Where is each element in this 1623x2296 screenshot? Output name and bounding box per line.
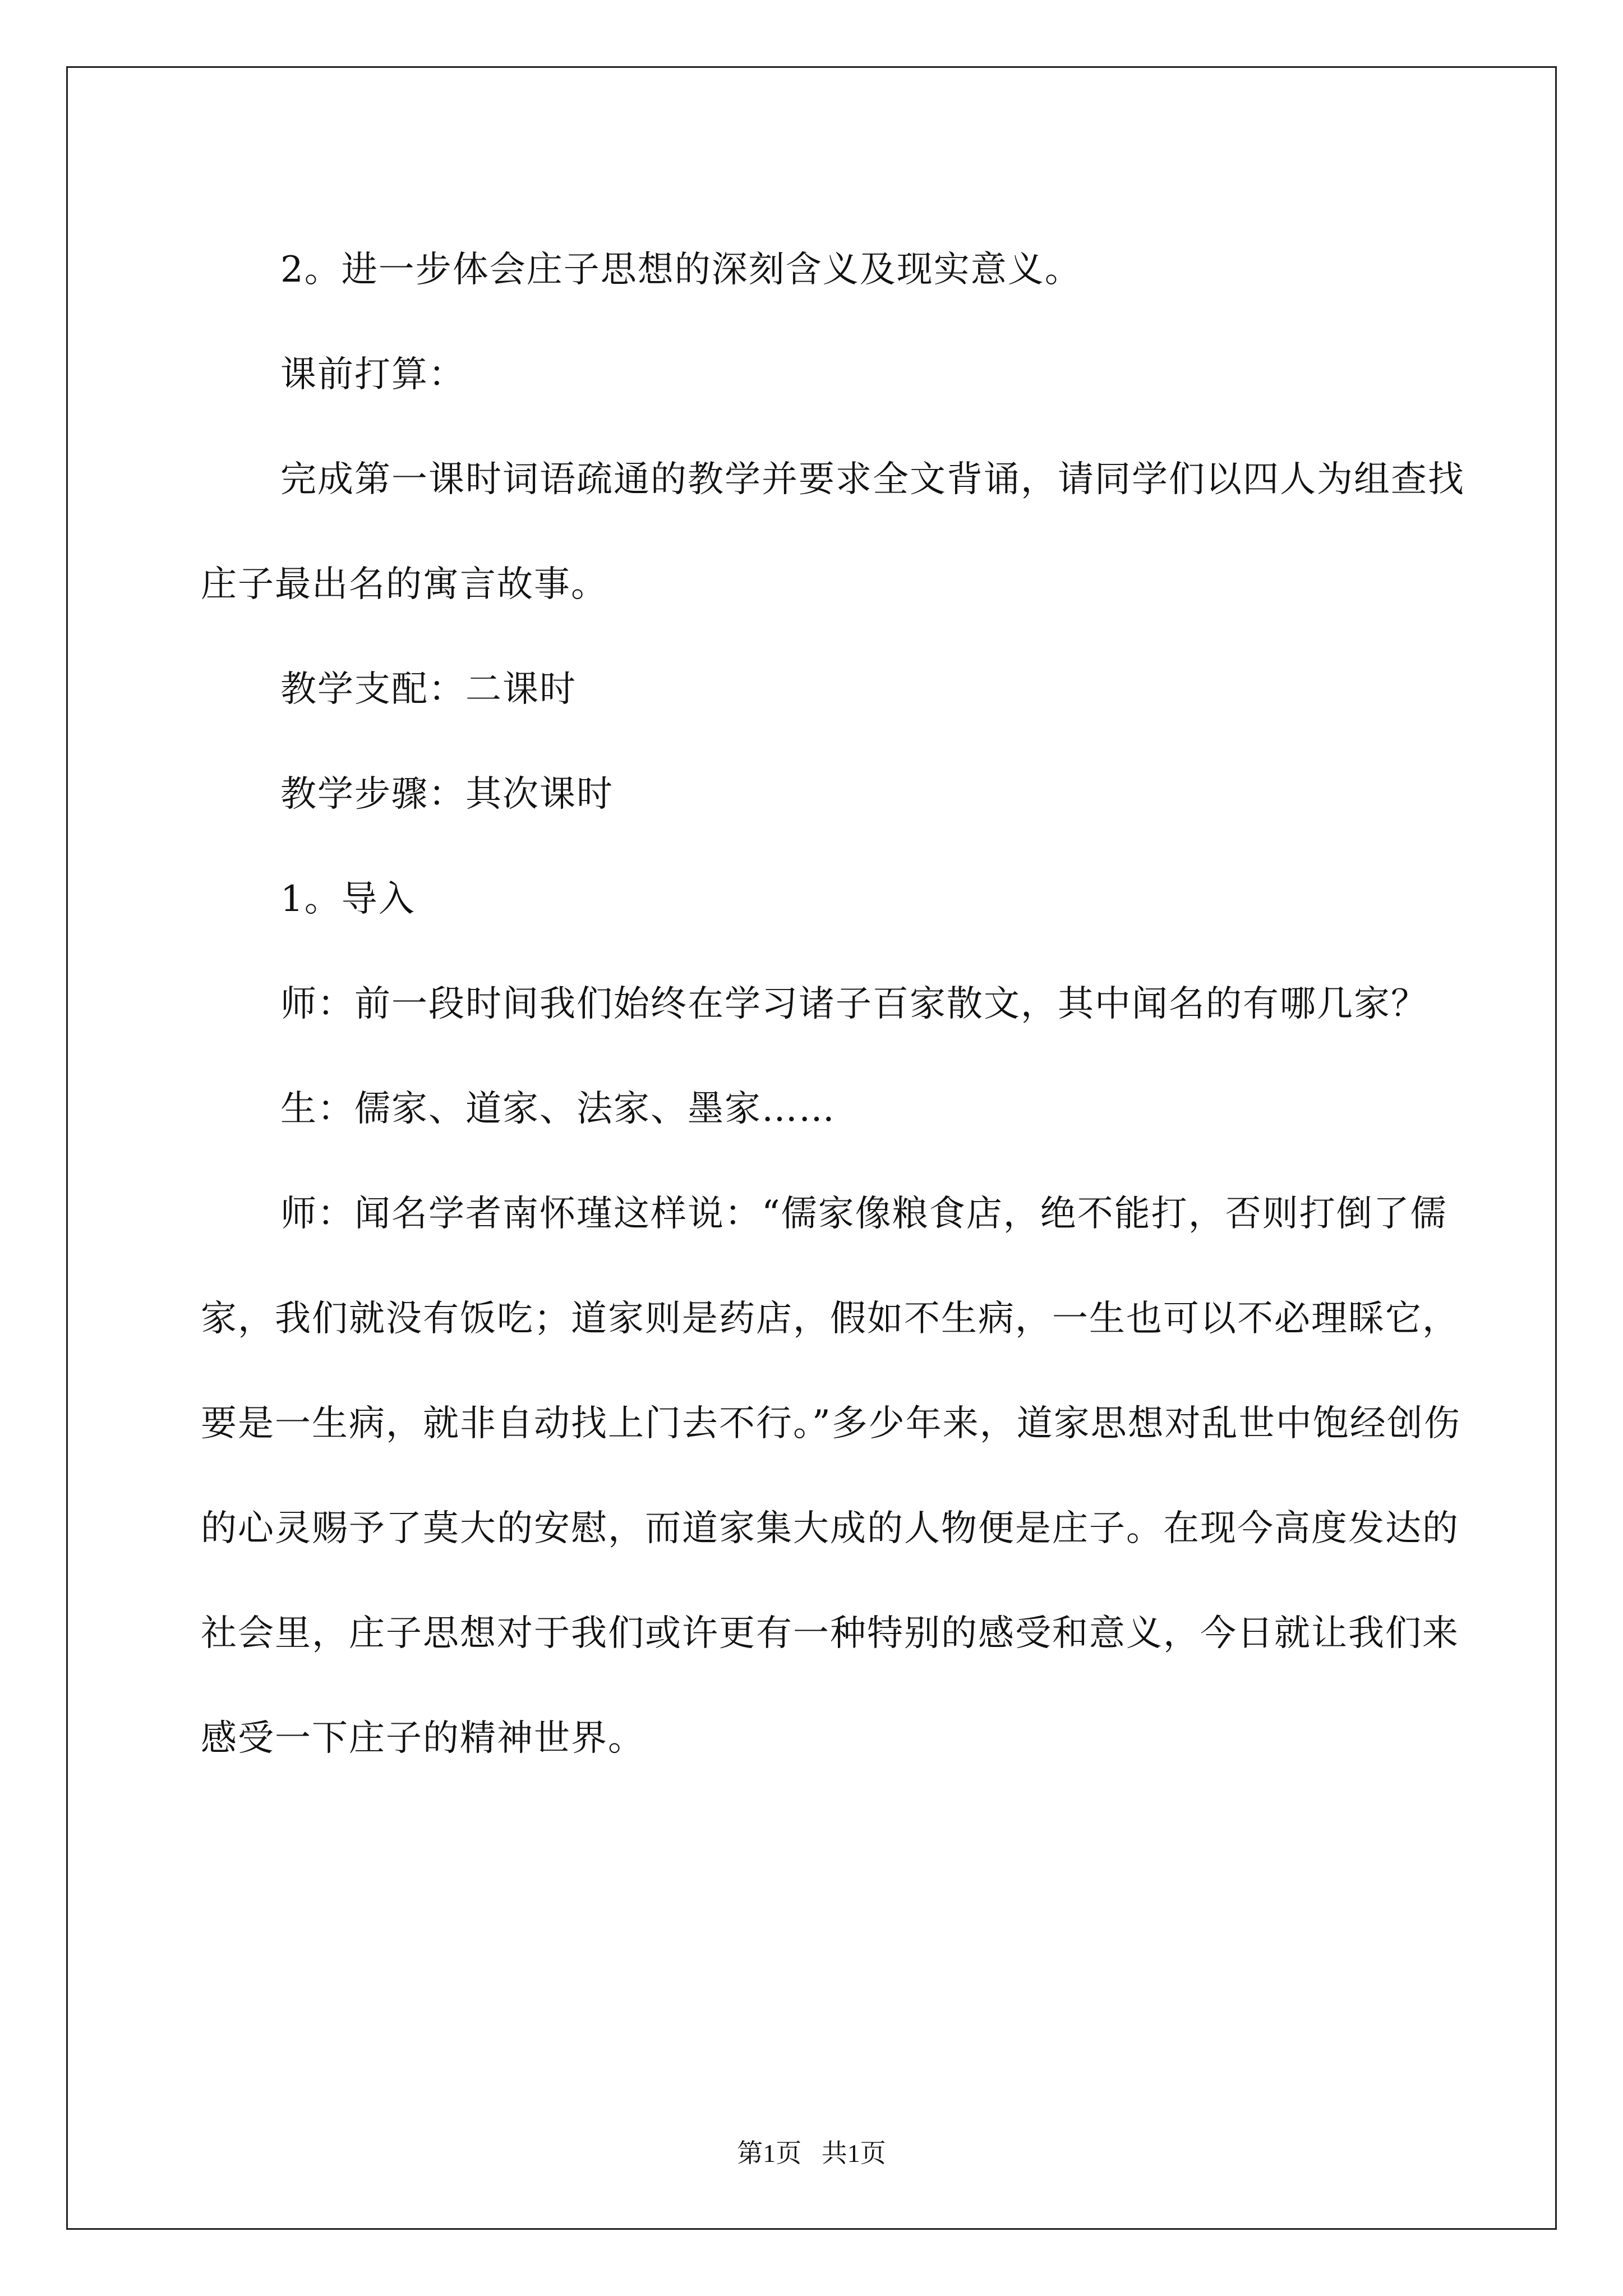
paragraph-objective: 2。进一步体会庄子思想的深刻含义及现实意义。	[280, 249, 1082, 291]
paragraph-teacher-question: 师：前一段时间我们始终在学习诸子百家散文，其中闻名的有哪几家？	[280, 983, 1428, 1025]
page-number: 第1页	[737, 2139, 802, 2168]
paragraph-student-answer: 生：儒家、道家、法家、墨家……	[280, 1088, 836, 1130]
paragraph-preparation-heading: 课前打算：	[280, 354, 465, 395]
paragraph-steps: 教学步骤：其次课时	[280, 774, 614, 815]
page-footer	[0, 2133, 1623, 2170]
paragraph-preparation: 完成第一课时词语疏通的教学并要求全文背诵，请同学们以四人为组查找庄子最出名的寓言故事。	[201, 459, 1465, 605]
paragraph-teacher-explanation: 师：闻名学者南怀瑾这样说：“儒家像粮食店，绝不能打，否则打倒了儒家，我们就没有饭吃；道家则是药店，假如不生病，一生也可以不必理睬它，要是一生病，就非自动找上门去不行。”多少年来，道家思想对乱世中饱经创伤的心灵赐予了莫大的安慰，而道家集大成的人物便是庄子。在现今高度发达的社会里，庄子思想对于我们或许更有一种特别的感受和意义，今日就让我们来感受一下庄子的精神世界。	[201, 1193, 1461, 1759]
document-body	[201, 218, 1485, 1791]
page-total: 共1页	[821, 2139, 886, 2168]
paragraph-schedule: 教学支配：二课时	[280, 669, 577, 710]
paragraph-intro-heading: 1。导入	[280, 878, 416, 920]
